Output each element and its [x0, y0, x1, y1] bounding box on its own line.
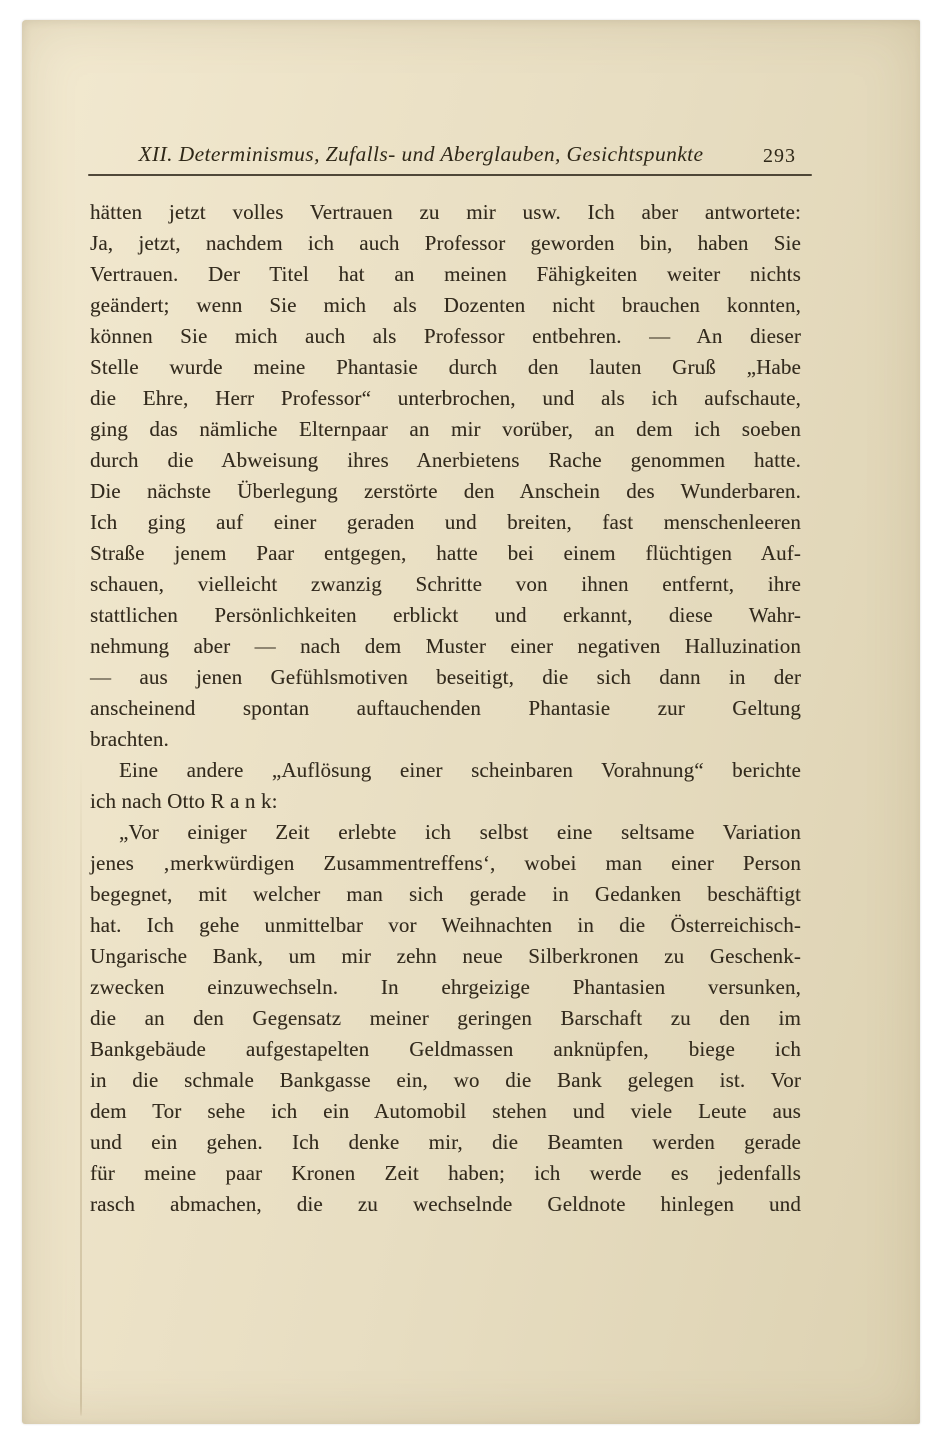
running-head [88, 142, 812, 174]
text-line: begegnet, mit welcher man sich gerade in Gedanken beschäftigt [90, 882, 801, 906]
text-line: Vertrauen. Der Titel hat an meinen Fähigkeiten weiter nichts [90, 262, 801, 286]
text-line: zwecken einzuwechseln. In ehrgeizige Phantasien versunken, [90, 975, 801, 999]
text-line: die an den Gegensatz meiner geringen Barschaft zu den im [90, 1006, 801, 1030]
text-line: stattlichen Persönlichkeiten erblickt und erkannt, diese Wahr- [90, 603, 801, 627]
text-line: Ungarische Bank, um mir zehn neue Silberkronen zu Geschenk- [90, 944, 801, 968]
text-line: in die schmale Bankgasse ein, wo die Bank gelegen ist. Vor [90, 1068, 801, 1092]
text-line: „Vor einiger Zeit erlebte ich selbst eine seltsame Variation [119, 820, 801, 844]
text-line: hätten jetzt volles Vertrauen zu mir usw. Ich aber antwortete: [90, 200, 801, 224]
text-line: können Sie mich auch als Professor entbehren. — An dieser [90, 324, 801, 348]
chapter-title: XII. Determinismus, Zufalls- und Aberglauben, Gesichtspunkte [138, 142, 704, 166]
text-line: nehmung aber — nach dem Muster einer negativen Halluzination [90, 634, 801, 658]
text-line: jenes ‚merkwürdigen Zusammentreffens‘, wobei man einer Person [90, 851, 801, 875]
text-line: und ein gehen. Ich denke mir, die Beamten werden gerade [90, 1130, 801, 1154]
text-line: Bankgebäude aufgestapelten Geldmassen anknüpfen, biege ich [90, 1037, 801, 1061]
body-text [90, 197, 801, 1220]
text-line: Die nächste Überlegung zerstörte den Anschein des Wunderbaren. [90, 479, 801, 503]
text-line: Ich ging auf einer geraden und breiten, fast menschenleeren [90, 510, 801, 534]
text-line: brachten. [90, 727, 169, 751]
text-line: rasch abmachen, die zu wechselnde Geldnote hinlegen und [90, 1192, 801, 1216]
text-line: durch die Abweisung ihres Anerbietens Rache genommen hatte. [90, 448, 801, 472]
text-line: ging das nämliche Elternpaar an mir vorüber, an dem ich soeben [90, 417, 801, 441]
text-line: Stelle wurde meine Phantasie durch den lauten Gruß „Habe [90, 355, 801, 379]
book-page-scan [22, 20, 920, 1424]
text-line: dem Tor sehe ich ein Automobil stehen und viele Leute aus [90, 1099, 801, 1123]
text-line: Eine andere „Auflösung einer scheinbaren Vorahnung“ berichte [119, 758, 801, 782]
page-edge-crease [80, 750, 82, 1416]
header-rule [88, 174, 812, 176]
text-line: Straße jenem Paar entgegen, hatte bei einem flüchtigen Auf- [90, 541, 801, 565]
text-line: hat. Ich gehe unmittelbar vor Weihnachten in die Österreichisch- [90, 913, 801, 937]
text-line: schauen, vielleicht zwanzig Schritte von ihnen entfernt, ihre [90, 572, 801, 596]
page-number: 293 [763, 145, 796, 167]
text-line: für meine paar Kronen Zeit haben; ich werde es jedenfalls [90, 1161, 801, 1185]
text-line: ich nach Otto R a n k: [90, 789, 278, 813]
text-line: geändert; wenn Sie mich als Dozenten nicht brauchen konnten, [90, 293, 801, 317]
text-line: die Ehre, Herr Professor“ unterbrochen, und als ich aufschaute, [90, 386, 801, 410]
text-line: — aus jenen Gefühlsmotiven beseitigt, die sich dann in der [90, 665, 801, 689]
text-line: Ja, jetzt, nachdem ich auch Professor geworden bin, haben Sie [90, 231, 801, 255]
text-line: anscheinend spontan auftauchenden Phantasie zur Geltung [90, 696, 801, 720]
